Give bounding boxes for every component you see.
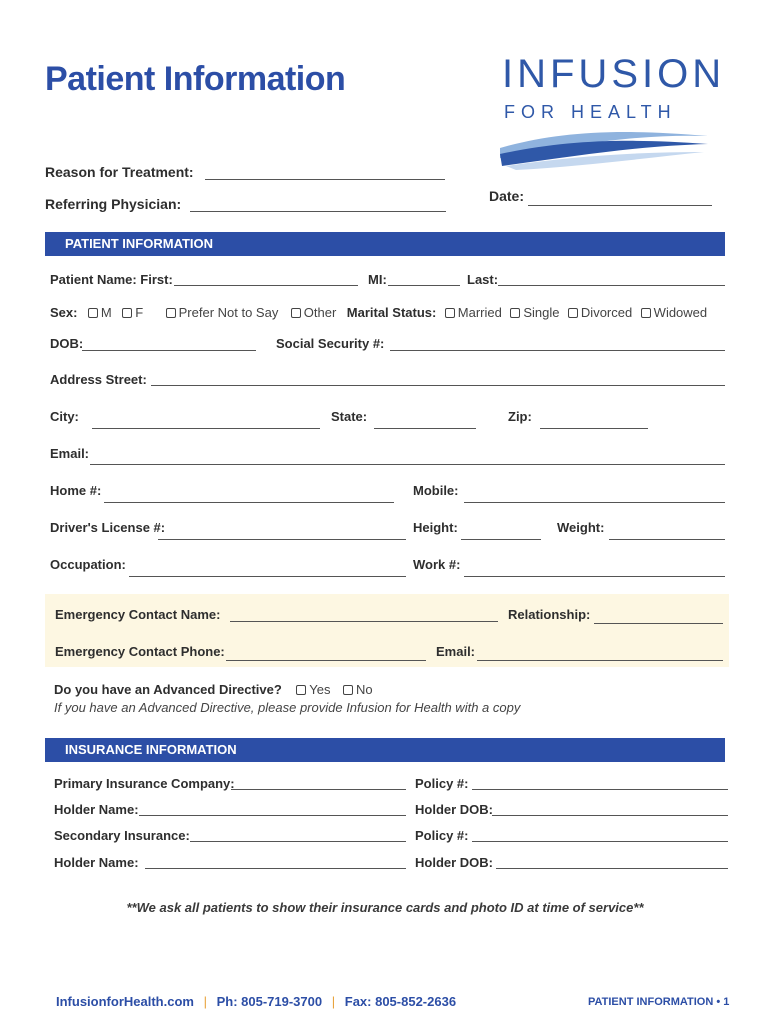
first-name-input[interactable]	[174, 270, 358, 286]
home-phone-input[interactable]	[104, 487, 394, 503]
mi-input[interactable]	[388, 270, 460, 286]
footer-contact	[56, 994, 456, 1009]
primary-insurance-label: Primary Insurance Company:	[54, 776, 235, 791]
sex-label: Sex:	[50, 305, 78, 320]
sex-option-f[interactable]: F	[122, 305, 143, 320]
zip-label: Zip:	[508, 409, 532, 424]
checkbox-icon[interactable]	[568, 308, 578, 318]
referring-label: Referring Physician:	[45, 196, 182, 212]
logo-wordmark: INFUSION	[502, 52, 726, 96]
marital-option-widowed[interactable]: Widowed	[641, 305, 707, 320]
checkbox-icon[interactable]	[641, 308, 651, 318]
emergency-email-label: Email:	[436, 644, 476, 659]
address-input[interactable]	[151, 370, 725, 386]
emergency-name-input[interactable]	[230, 606, 498, 622]
policy2-label: Policy #:	[415, 828, 469, 843]
policy1-label: Policy #:	[415, 776, 469, 791]
holder2-input[interactable]	[145, 853, 406, 869]
mobile-input[interactable]	[464, 487, 725, 503]
marital-label: Marital Status:	[346, 305, 437, 320]
marital-option-single[interactable]: Single	[510, 305, 559, 320]
checkbox-icon[interactable]	[88, 308, 98, 318]
city-input[interactable]	[92, 413, 320, 429]
occupation-label: Occupation:	[50, 557, 126, 572]
dob-input[interactable]	[82, 335, 256, 351]
patient-section-header: PATIENT INFORMATION	[45, 232, 725, 256]
logo-subtitle: FOR HEALTH	[504, 102, 677, 122]
holder1-input[interactable]	[139, 800, 406, 816]
policy1-input[interactable]	[472, 774, 728, 790]
ssn-input[interactable]	[390, 335, 725, 351]
infusion-logo	[496, 52, 726, 170]
marital-option-married[interactable]: Married	[445, 305, 502, 320]
footer-separator: |	[203, 994, 207, 1009]
id-notice: **We ask all patients to show their insurance cards and photo ID at time of service**	[126, 900, 644, 915]
work-phone-label: Work #:	[413, 557, 461, 572]
last-name-input[interactable]	[498, 270, 725, 286]
holder-dob2-label: Holder DOB:	[415, 855, 493, 870]
footer-phone: Ph: 805-719-3700	[216, 994, 323, 1009]
holder2-label: Holder Name:	[54, 855, 139, 870]
checkbox-icon[interactable]	[122, 308, 132, 318]
insurance-section-header: INSURANCE INFORMATION	[45, 738, 725, 762]
holder1-label: Holder Name:	[54, 802, 139, 817]
home-phone-label: Home #:	[50, 483, 102, 498]
directive-yes[interactable]: Yes	[296, 682, 330, 697]
reason-label: Reason for Treatment:	[45, 164, 194, 180]
address-label: Address Street:	[50, 372, 147, 387]
emergency-phone-input[interactable]	[226, 645, 426, 661]
height-label: Height:	[413, 520, 458, 535]
directive-row	[54, 681, 373, 699]
emergency-phone-label: Emergency Contact Phone:	[55, 644, 225, 659]
footer-fax: Fax: 805-852-2636	[344, 994, 457, 1009]
marital-option-divorced[interactable]: Divorced	[568, 305, 632, 320]
date-input[interactable]	[528, 190, 712, 206]
mobile-label: Mobile:	[413, 483, 459, 498]
directive-note: If you have an Advanced Directive, please provide Infusion for Health with a copy	[54, 700, 521, 715]
relationship-input[interactable]	[594, 608, 723, 624]
dob-label: DOB:	[50, 336, 84, 351]
state-label: State:	[331, 409, 368, 424]
page-footer-label: PATIENT INFORMATION • 1	[588, 996, 730, 1008]
checkbox-icon[interactable]	[343, 685, 353, 695]
first-name-label: Patient Name: First:	[50, 272, 173, 287]
checkbox-icon[interactable]	[510, 308, 520, 318]
secondary-insurance-label: Secondary Insurance:	[54, 828, 190, 843]
policy2-input[interactable]	[472, 826, 728, 842]
secondary-insurance-input[interactable]	[190, 826, 406, 842]
height-input[interactable]	[461, 524, 541, 540]
relationship-label: Relationship:	[508, 607, 591, 622]
mi-label: MI:	[368, 272, 387, 287]
directive-no[interactable]: No	[343, 682, 373, 697]
primary-insurance-input[interactable]	[231, 774, 406, 790]
work-phone-input[interactable]	[464, 561, 725, 577]
email-input[interactable]	[90, 449, 725, 465]
license-input[interactable]	[158, 524, 406, 540]
last-name-label: Last:	[467, 272, 499, 287]
license-label: Driver's License #:	[50, 520, 166, 535]
sex-option-other[interactable]: Other	[291, 305, 337, 320]
checkbox-icon[interactable]	[445, 308, 455, 318]
checkbox-icon[interactable]	[166, 308, 176, 318]
holder-dob1-label: Holder DOB:	[415, 802, 493, 817]
wave-icon	[496, 122, 712, 170]
page-title: Patient Information	[45, 60, 346, 98]
sex-option-m[interactable]: M	[88, 305, 112, 320]
reason-input[interactable]	[205, 164, 445, 180]
checkbox-icon[interactable]	[291, 308, 301, 318]
email-label: Email:	[50, 446, 90, 461]
city-label: City:	[50, 409, 79, 424]
checkbox-icon[interactable]	[296, 685, 306, 695]
emergency-name-label: Emergency Contact Name:	[55, 607, 221, 622]
zip-input[interactable]	[540, 413, 648, 429]
state-input[interactable]	[374, 413, 476, 429]
ssn-label: Social Security #:	[276, 336, 385, 351]
weight-label: Weight:	[557, 520, 605, 535]
sex-option-prefer[interactable]: Prefer Not to Say	[166, 305, 279, 320]
footer-separator: |	[331, 994, 336, 1009]
date-label: Date:	[489, 188, 525, 204]
referring-input[interactable]	[190, 196, 446, 212]
holder-dob1-input[interactable]	[492, 800, 728, 816]
website-link[interactable]: InfusionforHealth.com	[56, 994, 194, 1009]
occupation-input[interactable]	[129, 561, 406, 577]
weight-input[interactable]	[609, 524, 725, 540]
emergency-email-input[interactable]	[477, 645, 723, 661]
sex-marital-row	[50, 304, 707, 322]
holder-dob2-input[interactable]	[496, 853, 728, 869]
directive-question: Do you have an Advanced Directive?	[54, 682, 282, 697]
